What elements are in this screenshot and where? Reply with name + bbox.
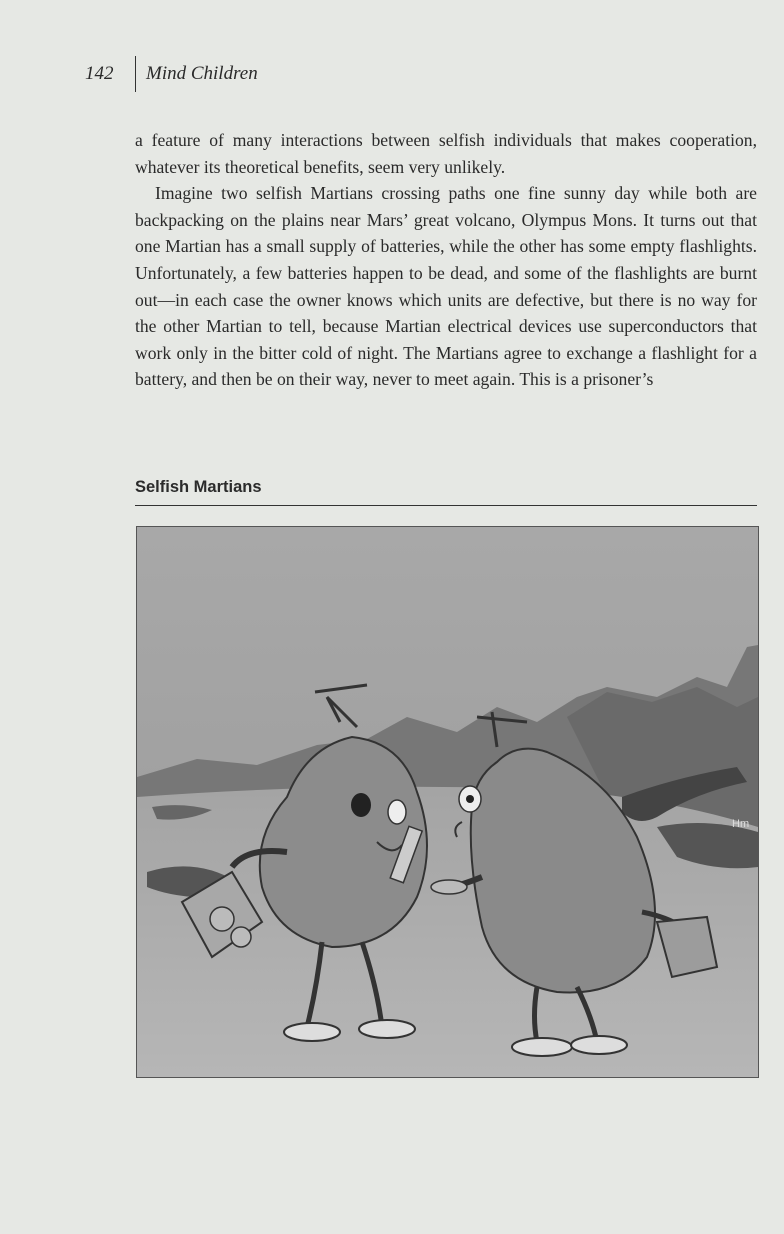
body-text xyxy=(135,127,757,393)
artist-signature: Hm xyxy=(732,818,750,830)
figure-heading: Selfish Martians xyxy=(135,478,757,506)
selfish-martians-illustration xyxy=(136,526,759,1078)
paragraph-martians: Imagine two selfish Martians crossing paths one fine sunny day while both are backpacking on the plains near Mars’ great volcano, Olympus Mons. It turns out that one Martian has a small supply of batteries, while the other has some empty flashlights. Unfortunately, a few batteries happen to be dead, and some of the flashlights are burnt out—in each case the owner knows which units are defective, but there is no way for the other Martian to tell, because Martian electrical devices use superconductors that work only in the bitter cold of night. The Martians agree to exchange a flashlight for a battery, and then be on their way, never to meet again. This is a prisoner’s xyxy=(135,183,757,390)
running-title: Mind Children xyxy=(146,63,258,84)
page-header xyxy=(85,56,258,92)
header-divider xyxy=(135,56,136,92)
paragraph-continued: a feature of many interactions between selfish individuals that makes cooperation, whatever its theoretical benefits, seem very unlikely. xyxy=(135,130,757,177)
page-number: 142 xyxy=(85,63,114,84)
